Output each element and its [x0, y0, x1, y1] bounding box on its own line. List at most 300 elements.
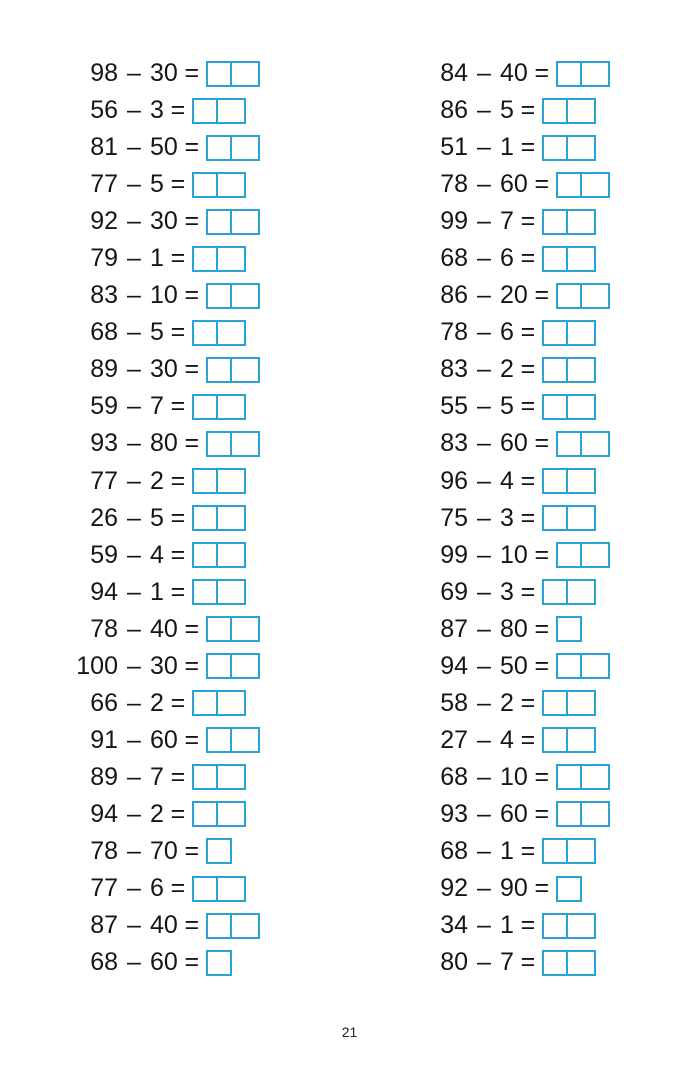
answer-digit-box[interactable] [206, 950, 232, 976]
answer-digit-box[interactable] [218, 98, 246, 124]
minuend: 77 [90, 170, 118, 199]
exercise-row [410, 685, 660, 722]
equals-sign: = [520, 466, 536, 495]
exercise-row [60, 277, 310, 314]
exercise-row [410, 240, 660, 277]
exercise-row [60, 425, 310, 462]
minuend: 86 [440, 281, 468, 310]
exercise-row [410, 944, 660, 981]
subtrahend: 30 [150, 651, 178, 680]
answer-boxes [542, 685, 596, 722]
subtrahend: 30 [150, 59, 178, 87]
answer-digit-box[interactable] [542, 690, 568, 716]
minuend: 99 [440, 540, 468, 569]
subtrahend: 5 [500, 96, 514, 125]
answer-digit-box[interactable] [206, 283, 232, 309]
equals-sign: = [520, 503, 536, 532]
answer-boxes [206, 129, 260, 166]
answer-digit-box[interactable] [582, 764, 610, 790]
subtrahend: 60 [500, 170, 528, 199]
subtrahend: 6 [500, 244, 514, 273]
page-number: 21 [341, 1024, 358, 1040]
subtrahend: 90 [500, 874, 528, 903]
answer-boxes [542, 944, 596, 981]
equals-sign: = [534, 59, 550, 87]
answer-digit-box[interactable] [232, 357, 260, 383]
answer-digit-box[interactable] [568, 468, 596, 494]
answer-digit-box[interactable] [568, 950, 596, 976]
answer-digit-box[interactable] [568, 394, 596, 420]
subtrahend: 7 [500, 948, 514, 977]
equals-sign: = [534, 799, 550, 828]
minuend: 86 [440, 96, 468, 125]
answer-digit-box[interactable] [192, 320, 218, 346]
answer-digit-box[interactable] [582, 61, 610, 87]
answer-digit-box[interactable] [218, 320, 246, 346]
answer-boxes [556, 537, 610, 574]
answer-boxes [542, 129, 596, 166]
exercise-row [410, 463, 660, 500]
answer-digit-box[interactable] [218, 579, 246, 605]
minus-sign: – [477, 651, 491, 680]
answer-digit-box[interactable] [542, 727, 568, 753]
minuend: 68 [440, 836, 468, 865]
answer-boxes [192, 870, 246, 907]
equals-sign: = [170, 503, 186, 532]
answer-boxes [206, 55, 260, 92]
exercise-row [410, 388, 660, 425]
answer-boxes [192, 166, 246, 203]
minuend: 89 [90, 355, 118, 384]
minuend: 99 [440, 207, 468, 236]
answer-digit-box[interactable] [206, 616, 232, 642]
answer-digit-box[interactable] [206, 727, 232, 753]
answer-boxes [556, 648, 610, 685]
exercise-row [60, 388, 310, 425]
answer-digit-box[interactable] [568, 505, 596, 531]
answer-digit-box[interactable] [192, 505, 218, 531]
answer-boxes [206, 907, 260, 944]
minuend: 68 [440, 244, 468, 273]
minuend: 77 [90, 466, 118, 495]
subtrahend: 40 [150, 911, 178, 940]
answer-digit-box[interactable] [556, 172, 582, 198]
answer-digit-box[interactable] [192, 98, 218, 124]
equals-sign: = [520, 207, 536, 236]
exercise-row [410, 500, 660, 537]
answer-digit-box[interactable] [568, 135, 596, 161]
subtrahend: 10 [500, 762, 528, 791]
minus-sign: – [477, 911, 491, 940]
minus-sign: – [127, 207, 141, 236]
answer-digit-box[interactable] [542, 135, 568, 161]
answer-boxes [542, 500, 596, 537]
answer-boxes [556, 796, 610, 833]
answer-digit-box[interactable] [542, 468, 568, 494]
subtrahend: 3 [500, 577, 514, 606]
minuend: 77 [90, 874, 118, 903]
answer-digit-box[interactable] [218, 876, 246, 902]
left-exercise-column [60, 55, 310, 981]
minuend: 78 [90, 836, 118, 865]
equals-sign: = [520, 577, 536, 606]
answer-boxes [192, 92, 246, 129]
minus-sign: – [477, 318, 491, 347]
answer-digit-box[interactable] [582, 653, 610, 679]
minus-sign: – [127, 688, 141, 717]
answer-digit-box[interactable] [218, 690, 246, 716]
answer-boxes [206, 648, 260, 685]
answer-boxes [542, 833, 596, 870]
equals-sign: = [184, 133, 200, 162]
answer-digit-box[interactable] [232, 135, 260, 161]
minus-sign: – [127, 318, 141, 347]
answer-digit-box[interactable] [206, 135, 232, 161]
answer-digit-box[interactable] [542, 209, 568, 235]
minus-sign: – [127, 762, 141, 791]
equals-sign: = [170, 466, 186, 495]
answer-digit-box[interactable] [218, 542, 246, 568]
answer-boxes [542, 92, 596, 129]
exercise-row [410, 870, 660, 907]
answer-boxes [542, 574, 596, 611]
answer-digit-box[interactable] [582, 172, 610, 198]
equals-sign: = [184, 651, 200, 680]
answer-boxes [192, 240, 246, 277]
minuend: 84 [440, 59, 468, 87]
subtrahend: 70 [150, 836, 178, 865]
answer-boxes [542, 388, 596, 425]
answer-digit-box[interactable] [568, 838, 596, 864]
answer-digit-box[interactable] [582, 801, 610, 827]
equals-sign: = [520, 133, 536, 162]
exercise-row [60, 314, 310, 351]
exercise-row [60, 796, 310, 833]
exercise-row [410, 425, 660, 462]
subtrahend: 50 [150, 133, 178, 162]
answer-digit-box[interactable] [232, 209, 260, 235]
subtrahend: 2 [150, 466, 164, 495]
subtrahend: 2 [500, 688, 514, 717]
exercise-row [410, 907, 660, 944]
exercise-row [60, 129, 310, 166]
answer-boxes [542, 314, 596, 351]
subtrahend: 7 [150, 762, 164, 791]
equals-sign: = [184, 207, 200, 236]
answer-digit-box[interactable] [568, 357, 596, 383]
answer-digit-box[interactable] [218, 468, 246, 494]
equals-sign: = [520, 725, 536, 754]
minus-sign: – [127, 429, 141, 458]
minuend: 66 [90, 688, 118, 717]
equals-sign: = [170, 762, 186, 791]
answer-digit-box[interactable] [542, 357, 568, 383]
answer-digit-box[interactable] [556, 764, 582, 790]
answer-digit-box[interactable] [192, 394, 218, 420]
answer-digit-box[interactable] [542, 394, 568, 420]
subtrahend: 60 [500, 429, 528, 458]
exercise-row [60, 833, 310, 870]
equals-sign: = [184, 836, 200, 865]
answer-digit-box[interactable] [542, 320, 568, 346]
exercise-row [60, 648, 310, 685]
exercise-row [410, 351, 660, 388]
answer-digit-box[interactable] [582, 542, 610, 568]
minuend: 83 [90, 281, 118, 310]
exercise-row [60, 685, 310, 722]
exercise-row [60, 92, 310, 129]
minus-sign: – [127, 799, 141, 828]
minuend: 68 [90, 318, 118, 347]
subtrahend: 4 [500, 725, 514, 754]
minus-sign: – [127, 651, 141, 680]
minuend: 93 [440, 799, 468, 828]
exercise-row [60, 537, 310, 574]
minus-sign: – [477, 96, 491, 125]
equals-sign: = [520, 96, 536, 125]
minus-sign: – [477, 59, 491, 87]
minus-sign: – [477, 762, 491, 791]
answer-digit-box[interactable] [232, 727, 260, 753]
answer-digit-box[interactable] [568, 913, 596, 939]
minuend: 78 [90, 614, 118, 643]
answer-digit-box[interactable] [218, 172, 246, 198]
answer-digit-box[interactable] [556, 653, 582, 679]
minuend: 51 [440, 133, 468, 162]
answer-digit-box[interactable] [568, 579, 596, 605]
subtrahend: 60 [150, 948, 178, 977]
answer-digit-box[interactable] [218, 246, 246, 272]
answer-digit-box[interactable] [218, 764, 246, 790]
minus-sign: – [477, 874, 491, 903]
answer-digit-box[interactable] [218, 801, 246, 827]
answer-digit-box[interactable] [232, 61, 260, 87]
answer-digit-box[interactable] [206, 61, 232, 87]
exercise-row [60, 351, 310, 388]
subtrahend: 1 [500, 133, 514, 162]
answer-boxes [192, 388, 246, 425]
equals-sign: = [520, 688, 536, 717]
answer-digit-box[interactable] [192, 172, 218, 198]
answer-digit-box[interactable] [556, 616, 582, 642]
answer-digit-box[interactable] [556, 431, 582, 457]
equals-sign: = [170, 96, 186, 125]
answer-boxes [542, 203, 596, 240]
answer-digit-box[interactable] [542, 505, 568, 531]
exercise-row [410, 314, 660, 351]
minus-sign: – [127, 59, 141, 87]
minus-sign: – [127, 577, 141, 606]
answer-digit-box[interactable] [582, 283, 610, 309]
subtrahend: 5 [500, 392, 514, 421]
answer-digit-box[interactable] [232, 431, 260, 457]
minus-sign: – [477, 688, 491, 717]
exercise-row [60, 500, 310, 537]
answer-digit-box[interactable] [206, 357, 232, 383]
answer-digit-box[interactable] [206, 653, 232, 679]
minuend: 87 [90, 911, 118, 940]
answer-digit-box[interactable] [568, 690, 596, 716]
exercise-row [410, 759, 660, 796]
answer-boxes [542, 463, 596, 500]
minus-sign: – [477, 281, 491, 310]
equals-sign: = [520, 318, 536, 347]
answer-boxes [542, 351, 596, 388]
subtrahend: 5 [150, 503, 164, 532]
minuend: 75 [440, 503, 468, 532]
answer-digit-box[interactable] [206, 209, 232, 235]
minus-sign: – [477, 392, 491, 421]
subtrahend: 30 [150, 355, 178, 384]
answer-digit-box[interactable] [568, 209, 596, 235]
subtrahend: 6 [500, 318, 514, 347]
equals-sign: = [534, 614, 550, 643]
equals-sign: = [534, 281, 550, 310]
answer-digit-box[interactable] [192, 246, 218, 272]
answer-digit-box[interactable] [568, 727, 596, 753]
minuend: 92 [440, 874, 468, 903]
answer-boxes [206, 351, 260, 388]
answer-digit-box[interactable] [556, 801, 582, 827]
answer-boxes [206, 611, 260, 648]
answer-digit-box[interactable] [232, 616, 260, 642]
minuend: 87 [440, 614, 468, 643]
exercise-row [60, 944, 310, 981]
minus-sign: – [477, 577, 491, 606]
subtrahend: 4 [150, 540, 164, 569]
minus-sign: – [477, 207, 491, 236]
minus-sign: – [477, 540, 491, 569]
subtrahend: 5 [150, 170, 164, 199]
subtrahend: 1 [150, 577, 164, 606]
answer-digit-box[interactable] [542, 246, 568, 272]
minus-sign: – [477, 948, 491, 977]
minus-sign: – [127, 540, 141, 569]
answer-boxes [192, 759, 246, 796]
equals-sign: = [520, 911, 536, 940]
equals-sign: = [520, 836, 536, 865]
answer-digit-box[interactable] [192, 542, 218, 568]
minuend: 55 [440, 392, 468, 421]
equals-sign: = [520, 948, 536, 977]
minus-sign: – [127, 170, 141, 199]
minuend: 89 [90, 762, 118, 791]
minuend: 56 [90, 96, 118, 125]
answer-digit-box[interactable] [542, 98, 568, 124]
minus-sign: – [477, 355, 491, 384]
answer-digit-box[interactable] [192, 876, 218, 902]
minuend: 78 [440, 318, 468, 347]
subtrahend: 80 [500, 614, 528, 643]
answer-boxes [192, 796, 246, 833]
minuend: 94 [90, 577, 118, 606]
minuend: 68 [440, 762, 468, 791]
answer-boxes [556, 870, 582, 907]
subtrahend: 20 [500, 281, 528, 310]
answer-boxes [206, 833, 232, 870]
equals-sign: = [184, 948, 200, 977]
subtrahend: 10 [150, 281, 178, 310]
minuend: 58 [440, 688, 468, 717]
answer-digit-box[interactable] [556, 542, 582, 568]
answer-digit-box[interactable] [568, 98, 596, 124]
answer-digit-box[interactable] [192, 801, 218, 827]
exercise-row [410, 722, 660, 759]
answer-digit-box[interactable] [542, 950, 568, 976]
answer-digit-box[interactable] [556, 876, 582, 902]
minus-sign: – [127, 948, 141, 977]
minus-sign: – [127, 244, 141, 273]
answer-digit-box[interactable] [192, 690, 218, 716]
answer-digit-box[interactable] [206, 431, 232, 457]
exercise-row [410, 129, 660, 166]
subtrahend: 7 [150, 392, 164, 421]
answer-digit-box[interactable] [232, 913, 260, 939]
minuend: 83 [440, 429, 468, 458]
subtrahend: 3 [500, 503, 514, 532]
answer-boxes [556, 611, 582, 648]
answer-digit-box[interactable] [542, 579, 568, 605]
exercise-row [60, 166, 310, 203]
subtrahend: 30 [150, 207, 178, 236]
answer-digit-box[interactable] [206, 838, 232, 864]
answer-digit-box[interactable] [556, 283, 582, 309]
answer-boxes [192, 537, 246, 574]
answer-digit-box[interactable] [218, 505, 246, 531]
subtrahend: 1 [500, 911, 514, 940]
answer-digit-box[interactable] [192, 579, 218, 605]
exercise-row [60, 759, 310, 796]
minuend: 78 [440, 170, 468, 199]
minus-sign: – [477, 725, 491, 754]
answer-digit-box[interactable] [192, 468, 218, 494]
answer-digit-box[interactable] [542, 838, 568, 864]
minus-sign: – [127, 96, 141, 125]
answer-digit-box[interactable] [542, 913, 568, 939]
minus-sign: – [477, 836, 491, 865]
minus-sign: – [477, 799, 491, 828]
answer-digit-box[interactable] [568, 246, 596, 272]
answer-digit-box[interactable] [232, 283, 260, 309]
answer-digit-box[interactable] [206, 913, 232, 939]
exercise-row [60, 722, 310, 759]
answer-boxes [206, 277, 260, 314]
answer-digit-box[interactable] [192, 764, 218, 790]
answer-digit-box[interactable] [556, 61, 582, 87]
answer-boxes [556, 166, 610, 203]
exercise-row [60, 574, 310, 611]
minus-sign: – [477, 614, 491, 643]
answer-boxes [192, 685, 246, 722]
answer-digit-box[interactable] [568, 320, 596, 346]
subtrahend: 50 [500, 651, 528, 680]
exercise-row [60, 907, 310, 944]
exercise-row [410, 648, 660, 685]
equals-sign: = [170, 577, 186, 606]
subtrahend: 1 [150, 244, 164, 273]
equals-sign: = [184, 355, 200, 384]
minuend: 81 [90, 133, 118, 162]
subtrahend: 60 [150, 725, 178, 754]
answer-digit-box[interactable] [582, 431, 610, 457]
equals-sign: = [170, 874, 186, 903]
minus-sign: – [127, 911, 141, 940]
exercise-row [410, 203, 660, 240]
subtrahend: 4 [500, 466, 514, 495]
answer-digit-box[interactable] [218, 394, 246, 420]
answer-digit-box[interactable] [232, 653, 260, 679]
right-exercise-column [410, 55, 660, 981]
